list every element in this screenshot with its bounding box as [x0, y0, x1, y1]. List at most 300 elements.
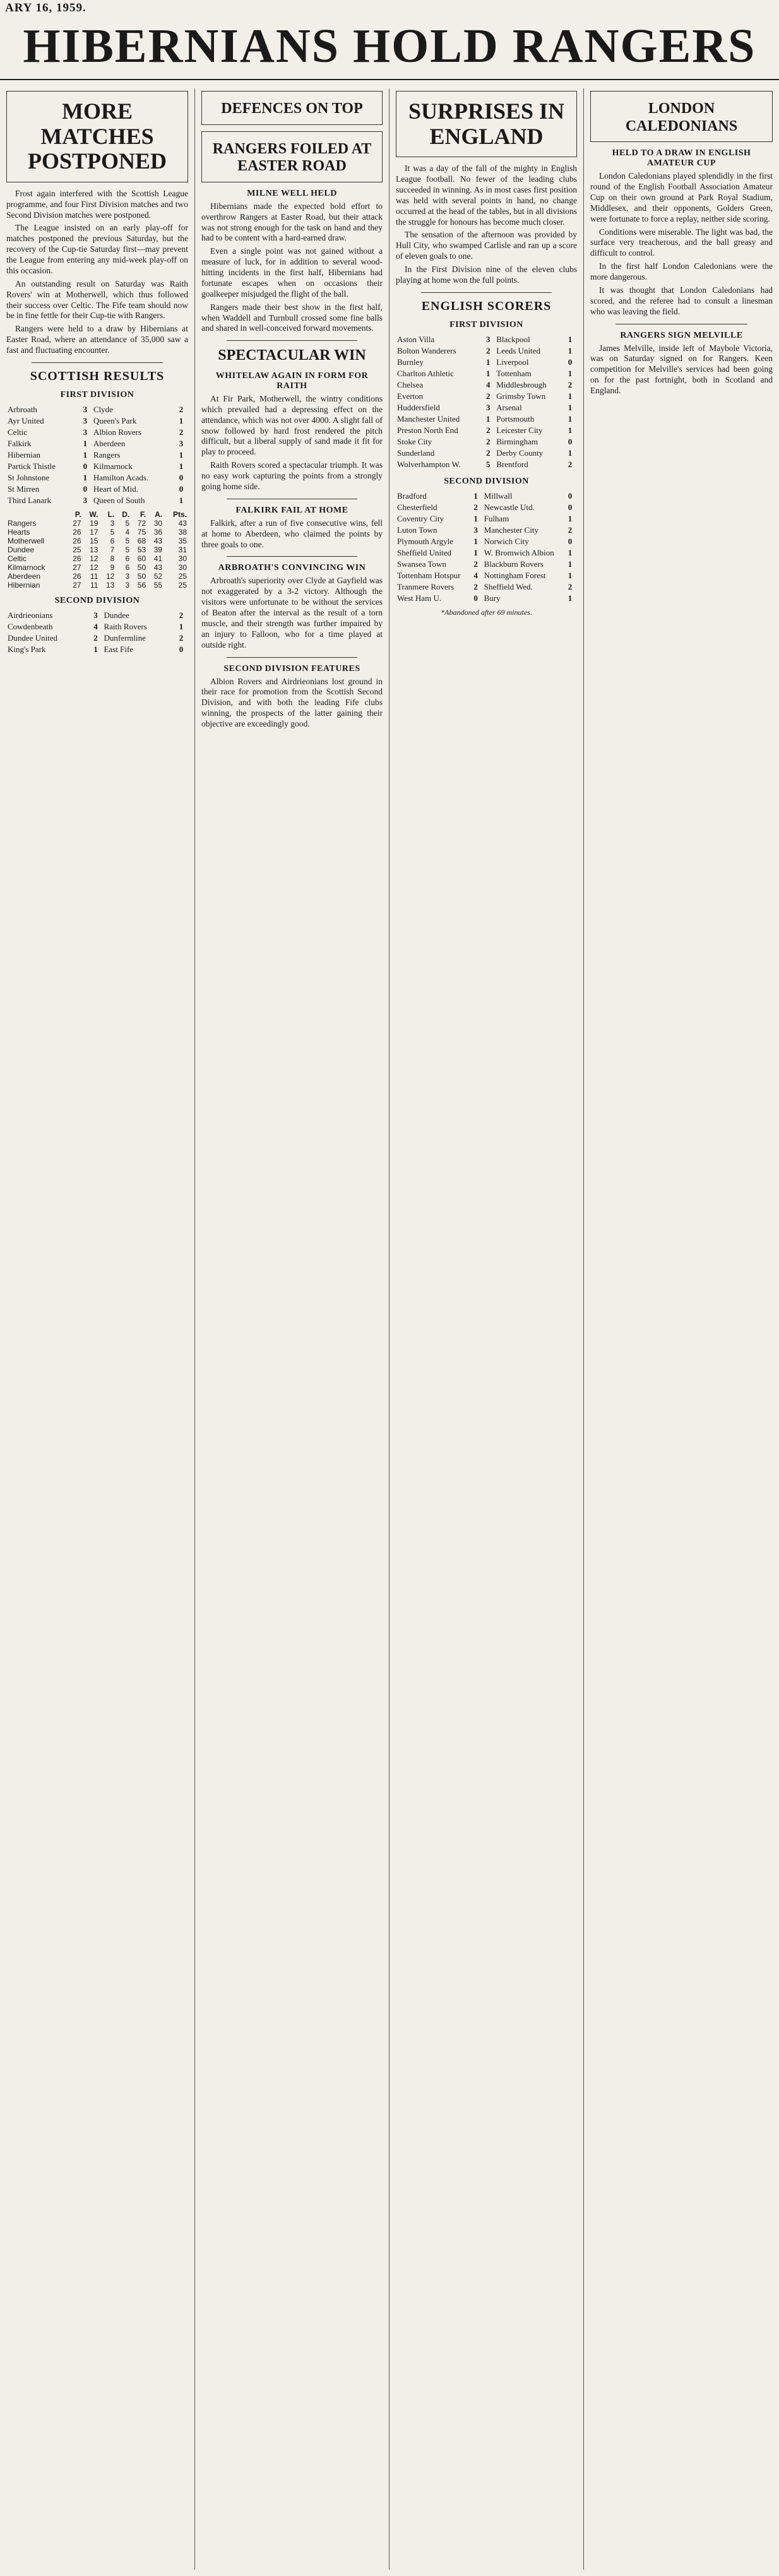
column-header: L. — [107, 509, 115, 519]
score: 1 — [486, 368, 491, 378]
col4-heading: LONDON CALEDONIANS — [625, 100, 738, 134]
col2-subheading-box — [201, 131, 383, 182]
paragraph: The sensation of the afternoon was provided by Hull City, who swamped Carlisle and ran up a score of eleven goals to one. — [396, 230, 577, 261]
table-cell: 53 — [137, 545, 146, 554]
col3-heading-box — [396, 91, 577, 157]
col4-heading-box — [590, 91, 773, 142]
team-name: Wolverhampton W. — [397, 459, 461, 469]
team-name: Aberdeen — [93, 438, 126, 448]
table-cell: 27 — [73, 562, 81, 572]
col2-article-4 — [201, 576, 383, 650]
score: 0 — [83, 484, 88, 494]
table-cell: 30 — [153, 518, 163, 528]
score: 1 — [179, 621, 184, 631]
col1-heading-box — [6, 91, 188, 182]
score: 0 — [179, 644, 184, 654]
team-name: Norwich City — [484, 536, 529, 546]
team-name: Leicester City — [496, 425, 543, 435]
table-cell: 55 — [153, 580, 163, 590]
score: 0 — [83, 461, 88, 471]
result-row — [6, 484, 188, 495]
team-name: Birmingham — [496, 436, 538, 446]
team-name: Dundee — [104, 610, 129, 620]
col3-article — [396, 163, 577, 286]
table-cell: 12 — [90, 554, 98, 563]
table-cell: 5 — [125, 518, 130, 528]
col4-article — [590, 171, 773, 317]
score: 0 — [179, 484, 184, 494]
paragraph: It was thought that London Caledonians had scored, and the referee had to consult a linesman who was leaving the field. — [590, 285, 773, 316]
result-row — [396, 536, 577, 547]
column-header: D. — [122, 509, 130, 519]
team-name: Blackburn Rovers — [484, 559, 544, 569]
table-cell: 30 — [178, 554, 187, 563]
team-name: Arbroath — [8, 404, 37, 414]
table-cell: 36 — [153, 527, 163, 537]
score: 1 — [473, 536, 478, 546]
table-cell: 31 — [178, 545, 187, 554]
score: 3 — [83, 404, 88, 414]
team-name: Luton Town — [397, 525, 437, 535]
score: 2 — [179, 427, 184, 437]
result-row — [396, 559, 577, 570]
table-cell: 26 — [73, 571, 81, 581]
team-name: Tranmere Rovers — [397, 581, 455, 591]
team-name: Newcastle Utd. — [484, 502, 535, 512]
col3-heading: SURPRISES IN ENGLAND — [408, 98, 565, 149]
table-cell: 8 — [110, 554, 115, 563]
result-row — [6, 610, 188, 621]
paragraph: Rangers were held to a draw by Hibernians at Easter Road, where an attendance of 35,000 saw a fast and fluctuating encounter. — [6, 324, 188, 355]
table-row — [6, 554, 188, 563]
divider — [227, 340, 357, 341]
column-1 — [0, 88, 194, 2570]
team-name: Queen of South — [93, 495, 145, 505]
score: 5 — [486, 459, 491, 469]
table-cell: 25 — [178, 580, 187, 590]
team-name: Huddersfield — [397, 402, 440, 412]
team-name: Bolton Wanderers — [397, 345, 456, 355]
table-cell: 39 — [153, 545, 163, 554]
team-name: Sunderland — [397, 448, 435, 458]
score: 1 — [179, 415, 184, 425]
table-row — [6, 537, 188, 545]
team-name: Sheffield Wed. — [484, 581, 533, 591]
score: 2 — [473, 559, 478, 569]
team-name: Blackpool — [496, 334, 530, 344]
team-name: Heart of Mid. — [93, 484, 138, 494]
team-name: Stoke City — [397, 436, 432, 446]
table-cell: 3 — [110, 518, 115, 528]
score: 1 — [93, 644, 98, 654]
team-name: Grimsby Town — [496, 391, 546, 401]
table-cell: 43 — [153, 562, 163, 572]
score: 2 — [568, 525, 573, 535]
col4-sub: HELD TO A DRAW IN ENGLISH AMATEUR CUP — [612, 148, 751, 169]
result-row — [6, 632, 188, 644]
score: 0 — [179, 472, 184, 482]
col2-heading-box — [201, 91, 383, 125]
team-name: St Mirren — [8, 484, 40, 494]
result-row — [396, 448, 577, 459]
score: 1 — [473, 547, 478, 557]
score: 2 — [93, 632, 98, 643]
table-cell: 30 — [178, 562, 187, 572]
team-name: King's Park — [8, 644, 46, 654]
e2-title: SECOND DIVISION — [444, 476, 529, 486]
table-cell: 3 — [125, 580, 130, 590]
headline: HIBERNIANS HOLD RANGERS — [0, 19, 779, 80]
score: 1 — [473, 490, 478, 501]
team-name: Brentford — [496, 459, 528, 469]
divider — [32, 362, 163, 363]
team-name: Dunfermline — [104, 632, 146, 643]
score: 3 — [486, 334, 491, 344]
table-cell: 72 — [137, 518, 146, 528]
team-name: Burnley — [397, 357, 424, 367]
team-name: W. Bromwich Albion — [484, 547, 554, 557]
team-name: Manchester City — [484, 525, 538, 535]
col2-article-2 — [201, 394, 383, 492]
table-cell: Hibernian — [8, 580, 40, 590]
score: 2 — [486, 345, 491, 355]
table-cell: 11 — [90, 580, 98, 590]
table-cell: 43 — [178, 518, 187, 528]
team-name: Chesterfield — [397, 502, 437, 512]
english-div2-results — [396, 490, 577, 604]
score: 4 — [93, 621, 98, 631]
score: 1 — [83, 449, 88, 460]
col2-heading: DEFENCES ON TOP — [221, 100, 363, 117]
col1-article — [6, 189, 188, 356]
paragraph: In the First Division nine of the eleven clubs playing at home won the full points. — [396, 264, 577, 285]
team-name: Aston Villa — [397, 334, 435, 344]
table-cell: 26 — [73, 554, 81, 563]
table-cell: 38 — [178, 527, 187, 537]
paragraph: An outstanding result on Saturday was Raith Rovers' win at Motherwell, which thus followed their success over Celtic. The Fife team should now be in fine fettle for their Cup-tie with Rangers. — [6, 278, 188, 321]
scorers-title: ENGLISH SCORERS — [421, 299, 552, 313]
result-row — [396, 425, 577, 436]
table-cell: 25 — [178, 571, 187, 581]
table-cell: 3 — [125, 571, 130, 581]
team-name: Kilmarnock — [93, 461, 133, 471]
score: 0 — [473, 593, 478, 603]
team-name: Airdrieonians — [8, 610, 53, 620]
paragraph: Conditions were miserable. The light was bad, the surface very treacherous, and the ball greasy and difficult to control. — [590, 227, 773, 258]
table-cell: 6 — [110, 536, 115, 545]
team-name: Falkirk — [8, 438, 32, 448]
paragraph: Frost again interfered with the Scottish League programme, and four First Division matches and two Second Division matches were postponed. — [6, 188, 188, 220]
score: 2 — [179, 610, 184, 620]
score: 0 — [568, 536, 573, 546]
table-cell: Kilmarnock — [8, 562, 45, 572]
score: 2 — [473, 502, 478, 512]
table-cell: 60 — [137, 554, 146, 563]
col2-article-3 — [201, 518, 383, 550]
score: 3 — [179, 438, 184, 448]
table-cell: Aberdeen — [8, 571, 41, 581]
table-row — [6, 545, 188, 554]
table-cell: 68 — [137, 536, 146, 545]
team-name: Middlesbrough — [496, 379, 547, 389]
result-row — [6, 438, 188, 449]
table-cell: 26 — [73, 536, 81, 545]
team-name: Albion Rovers — [93, 427, 142, 437]
team-name: Rangers — [93, 449, 121, 460]
paragraph: Hibernians made the expected bold effort to overthrow Rangers at Easter Road, but their attack was not strong enough for the task on hand and they had to be content with a hard-earned draw. — [201, 201, 383, 243]
score: 3 — [83, 427, 88, 437]
team-name: Ayr United — [8, 415, 44, 425]
paragraph: In the first half London Caledonians were the more dangerous. — [590, 261, 773, 282]
paragraph: Even a single point was not gained without a measure of luck, for in addition to several wood-hitting incidents in the first half, Hibernians had fortunate escapes when on occasions their goalkeeper misjudged the flight of the ball. — [201, 246, 383, 299]
score: 0 — [568, 357, 573, 367]
paragraph: It was a day of the fall of the mighty in English League football. No fewer of the leading clubs succeeded in winning. As in most cases first position was held with several points in hand, no change occurred at the head of the tables, but in all divisions the struggle for honours has become much closer. — [396, 163, 577, 227]
table-cell: 6 — [125, 562, 130, 572]
league-table — [6, 510, 188, 590]
score: 1 — [179, 461, 184, 471]
result-row — [396, 379, 577, 391]
result-row — [6, 621, 188, 632]
score: 1 — [568, 559, 573, 569]
team-name: Bury — [484, 593, 501, 603]
score: 1 — [568, 345, 573, 355]
result-row — [396, 413, 577, 425]
table-cell: Rangers — [8, 518, 37, 528]
result-row — [396, 357, 577, 368]
col2-sub3: FALKIRK FAIL AT HOME — [235, 505, 348, 515]
score: 1 — [568, 547, 573, 557]
result-row — [6, 427, 188, 438]
team-name: Swansea Town — [397, 559, 446, 569]
score: 1 — [568, 334, 573, 344]
table-row — [6, 519, 188, 528]
table-cell: 50 — [137, 571, 146, 581]
score: 1 — [179, 449, 184, 460]
score: 1 — [568, 448, 573, 458]
score: 1 — [486, 357, 491, 367]
table-cell: 5 — [125, 545, 130, 554]
team-name: Charlton Athletic — [397, 368, 454, 378]
team-name: East Fife — [104, 644, 134, 654]
team-name: Clyde — [93, 404, 113, 414]
score: 2 — [179, 404, 184, 414]
table-cell: 6 — [125, 554, 130, 563]
table-cell: 9 — [110, 562, 115, 572]
table-cell: 50 — [137, 562, 146, 572]
table-cell: 13 — [90, 545, 98, 554]
result-row — [396, 502, 577, 513]
result-row — [6, 415, 188, 427]
table-cell: Dundee — [8, 545, 35, 554]
score: 1 — [83, 438, 88, 448]
table-cell: 17 — [90, 527, 98, 537]
team-name: Third Lanark — [8, 495, 51, 505]
result-row — [6, 404, 188, 415]
score: 2 — [568, 459, 573, 469]
score: 3 — [486, 402, 491, 412]
score: 2 — [486, 391, 491, 401]
table-cell: 56 — [137, 580, 146, 590]
table-cell: 5 — [125, 536, 130, 545]
col2-article-1 — [201, 201, 383, 335]
score: 3 — [83, 495, 88, 505]
result-row — [396, 436, 577, 448]
team-name: Coventry City — [397, 513, 444, 523]
table-cell: 26 — [73, 527, 81, 537]
paragraph: London Caledonians played splendidly in the first round of the English Football Association Amateur Cup on their own ground at Park Royal Stadium, Middlesex, and their opponents, Golders Green, were fortunate to force a replay, neither side scoring. — [590, 171, 773, 223]
table-cell: 75 — [137, 527, 146, 537]
table-cell: 15 — [90, 536, 98, 545]
table-cell: 11 — [90, 571, 98, 581]
paragraph: Albion Rovers and Airdrieonians lost ground in their race for promotion from the Scottish Second Division, and with both the leading Fife clubs winning, the prospects of the latter gaining their objective are exceedingly good. — [201, 676, 383, 728]
table-cell: 27 — [73, 580, 81, 590]
table-cell: 52 — [153, 571, 163, 581]
divider — [227, 657, 357, 658]
div1-results — [6, 404, 188, 506]
div2-results — [6, 610, 188, 655]
score: 3 — [473, 525, 478, 535]
paragraph: The League insisted on an early play-off for matches postponed the previous Saturday, but the recovery of the Cup-tie Saturday first—may prevent the League from entering any mid-week play-off on this occasion. — [6, 223, 188, 275]
score: 1 — [568, 513, 573, 523]
team-name: Bradford — [397, 490, 427, 501]
team-name: Partick Thistle — [8, 461, 56, 471]
team-name: Derby County — [496, 448, 544, 458]
result-row — [396, 368, 577, 379]
column-header: W. — [89, 509, 98, 519]
score: 0 — [568, 502, 573, 512]
team-name: Leeds United — [496, 345, 540, 355]
team-name: Dundee United — [8, 632, 58, 643]
team-name: Queen's Park — [93, 415, 137, 425]
score: 1 — [83, 472, 88, 482]
team-name: Plymouth Argyle — [397, 536, 453, 546]
col1-heading: MORE MATCHES POSTPONED — [27, 98, 167, 174]
col2-subheading: RANGERS FOILED AT EASTER ROAD — [212, 140, 372, 175]
table-cell: 12 — [90, 562, 98, 572]
col4-sub2: RANGERS SIGN MELVILLE — [620, 330, 743, 340]
result-row — [396, 402, 577, 413]
table-row — [6, 528, 188, 537]
paragraph: Arbroath's superiority over Clyde at Gayfield was not exaggerated by a 3-2 victory. Although the visitors were unfortunate to be without the services of Beaton after the interval as the result of a torn muscle, and their strength was further impaired by an injury to Falloon, who for a time played at outside right. — [201, 576, 383, 650]
team-name: Arsenal — [496, 402, 522, 412]
score: 1 — [179, 495, 184, 505]
result-row — [6, 461, 188, 472]
result-row — [6, 472, 188, 484]
result-row — [396, 391, 577, 402]
result-row — [396, 334, 577, 345]
paragraph: James Melville, inside left of Maybole Victoria, was on Saturday signed on for Rangers. Keen competition for Melville's services had been going on for the past fortnight, both in Scotland and England. — [590, 343, 773, 396]
column-header: P. — [74, 509, 81, 519]
col2-sub5: SECOND DIVISION FEATURES — [223, 663, 360, 674]
score: 2 — [568, 581, 573, 591]
score: 4 — [473, 570, 478, 580]
column-3 — [389, 88, 583, 2570]
score: 2 — [179, 632, 184, 643]
team-name: Fulham — [484, 513, 509, 523]
results-title: SCOTTISH RESULTS — [30, 369, 165, 383]
table-cell: 5 — [110, 527, 115, 537]
col4-article-2 — [590, 343, 773, 396]
team-name: Manchester United — [397, 413, 460, 424]
div1-title: FIRST DIVISION — [60, 389, 134, 400]
column-header — [6, 510, 66, 519]
paragraph: Falkirk, after a run of five consecutive wins, fell at home to Aberdeen, who claimed the points by three goals to one. — [201, 518, 383, 549]
table-cell: 25 — [73, 545, 81, 554]
table-cell: 4 — [125, 527, 130, 537]
table-row — [6, 581, 188, 590]
divider — [421, 292, 552, 293]
result-row — [396, 593, 577, 604]
score: 2 — [486, 448, 491, 458]
table-cell: 35 — [178, 536, 187, 545]
table-cell: 27 — [73, 518, 81, 528]
table-row — [6, 572, 188, 581]
english-div1-results — [396, 334, 577, 470]
result-row — [396, 525, 577, 536]
result-row — [396, 490, 577, 502]
table-cell: 19 — [90, 518, 98, 528]
score: 3 — [93, 610, 98, 620]
result-row — [396, 345, 577, 357]
divider — [227, 556, 357, 557]
score: 2 — [473, 581, 478, 591]
result-row — [396, 459, 577, 470]
team-name: St Johnstone — [8, 472, 50, 482]
team-name: Raith Rovers — [104, 621, 147, 631]
paragraph: At Fir Park, Motherwell, the wintry conditions which prevailed had a depressing effect on the attendance, which was not over 4000. A slight fall of snow followed by hard frost rendered the pitch difficult, but a liberal supply of sand made it fit for play to proceed. — [201, 393, 383, 457]
team-name: Tottenham — [496, 368, 532, 378]
col2-sub2: SPECTACULAR WIN — [218, 347, 366, 364]
score: 1 — [486, 413, 491, 424]
team-name: Chelsea — [397, 379, 424, 389]
column-2 — [194, 88, 389, 2570]
team-name: Tottenham Hotspur — [397, 570, 461, 580]
score: 1 — [568, 368, 573, 378]
result-row — [6, 644, 188, 655]
table-cell: 12 — [105, 571, 115, 581]
score: 0 — [568, 490, 573, 501]
team-name: Hibernian — [8, 449, 40, 460]
score: 1 — [568, 413, 573, 424]
result-row — [396, 513, 577, 525]
score: 1 — [568, 425, 573, 435]
score: 1 — [568, 402, 573, 412]
column-header: A. — [155, 509, 163, 519]
result-row — [396, 581, 577, 593]
score: 2 — [486, 436, 491, 446]
table-cell: 43 — [153, 536, 163, 545]
team-name: West Ham U. — [397, 593, 442, 603]
team-name: Portsmouth — [496, 413, 535, 424]
team-name: Sheffield United — [397, 547, 452, 557]
result-row — [396, 547, 577, 559]
score: 1 — [473, 513, 478, 523]
abandoned-note: *Abandoned after 69 minutes. — [441, 607, 532, 617]
column-4 — [583, 88, 779, 2570]
team-name: Preston North End — [397, 425, 458, 435]
score: 1 — [568, 391, 573, 401]
table-header — [6, 510, 188, 519]
paragraph: Raith Rovers scored a spectacular triumph. It was no easy work capturing the points from a strongly going home side. — [201, 460, 383, 491]
result-row — [6, 495, 188, 506]
score: 0 — [568, 436, 573, 446]
table-cell: Celtic — [8, 554, 27, 563]
score: 2 — [568, 379, 573, 389]
dateline: ARY 16, 1959. — [5, 1, 86, 15]
col2-article-5 — [201, 677, 383, 730]
team-name: Celtic — [8, 427, 28, 437]
team-name: Hamilton Acads. — [93, 472, 149, 482]
